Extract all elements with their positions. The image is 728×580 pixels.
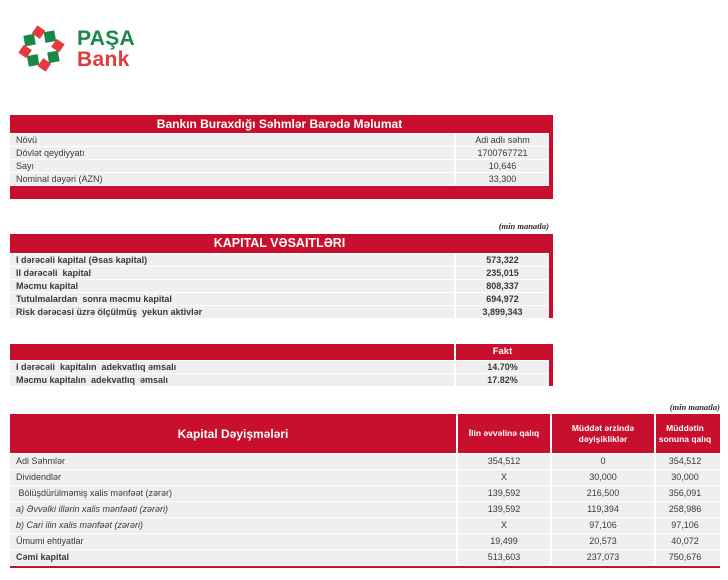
- units-note: (min manatla): [669, 402, 720, 412]
- shares-table: [10, 115, 553, 199]
- cell-closing: 30,000: [654, 470, 714, 485]
- row-value: 694,972: [454, 293, 549, 305]
- row-value: 3,899,343: [454, 306, 549, 318]
- cell-opening: 139,592: [456, 486, 550, 501]
- units-note: (min manatla): [498, 221, 549, 231]
- table-row: [10, 280, 549, 292]
- table-row: [10, 306, 549, 318]
- row-label: I dərəcəli kapitalın adekvatlıq əmsalı: [16, 362, 177, 372]
- row-label: Dövlət qeydiyyatı: [16, 148, 85, 158]
- capital-table-title: KAPITAL VƏSAITLƏRI: [10, 234, 549, 253]
- logo-wordmark: [77, 28, 135, 70]
- table-row: [10, 454, 720, 469]
- cell-opening: X: [456, 470, 550, 485]
- table-row: [10, 361, 549, 373]
- row-label: Məcmu kapitalın adekvatlıq əmsalı: [16, 375, 169, 385]
- logo-word-bank: Bank: [77, 47, 130, 71]
- cell-opening: X: [456, 518, 550, 533]
- row-label: Növü: [16, 135, 38, 145]
- row-value: 17.82%: [454, 374, 549, 386]
- column-header-period-changes: Müddət ərzində dəyişikliklər: [550, 414, 654, 453]
- table-row-total: [10, 550, 720, 565]
- row-value: 1700767721: [454, 147, 549, 159]
- cell-closing: 356,091: [654, 486, 714, 501]
- row-value: 808,337: [454, 280, 549, 292]
- row-label: Nominal dəyəri (AZN): [16, 174, 103, 184]
- cell-opening: 19,499: [456, 534, 550, 549]
- row-label: Sayı: [16, 161, 35, 171]
- capital-table: [10, 234, 553, 318]
- capital-changes-title: Kapital Dəyişmələri: [177, 426, 289, 441]
- row-label: II dərəcəli kapital: [16, 268, 92, 278]
- capital-changes-header: [10, 414, 720, 453]
- cell-closing: 258,986: [654, 502, 714, 517]
- cell-closing: 40,072: [654, 534, 714, 549]
- cell-changes: 20,573: [550, 534, 654, 549]
- row-label: b) Cari ilin xalis mənfəət (zərəri): [16, 520, 144, 530]
- cell-changes: 97,106: [550, 518, 654, 533]
- table-row: [10, 134, 549, 146]
- table-row: [10, 147, 549, 159]
- shares-table-title: Bankın Buraxdığı Səhmlər Barədə Məlumat: [10, 115, 549, 133]
- pasha-bank-logo: [17, 24, 135, 73]
- cell-closing: 354,512: [654, 454, 714, 469]
- table-row: [10, 267, 549, 279]
- table-row: [10, 374, 549, 386]
- adequacy-table: [10, 344, 553, 386]
- row-label: Məcmu kapital: [16, 281, 79, 291]
- column-header-closing-balance: Müddətin sonuna qalıq: [654, 414, 714, 453]
- column-header-fakt: Fakt: [454, 344, 549, 360]
- pasha-bank-logo-icon: [17, 24, 66, 73]
- table-footer-bar: [10, 186, 549, 199]
- cell-changes: 0: [550, 454, 654, 469]
- row-label: Cəmi kapital: [16, 552, 70, 562]
- cell-changes: 237,073: [550, 550, 654, 565]
- row-label: Bölüşdürülməmiş xalis mənfəət (zərər): [16, 488, 173, 498]
- cell-opening: 513,603: [456, 550, 550, 565]
- table-row: [10, 486, 720, 501]
- table-row: [10, 470, 720, 485]
- table-row: [10, 293, 549, 305]
- table-row: [10, 160, 549, 172]
- cell-opening: 354,512: [456, 454, 550, 469]
- row-label: a) Əvvəlki illərin xalis mənfəəti (zərəri): [16, 504, 169, 514]
- cell-closing: 750,676: [654, 550, 714, 565]
- cell-changes: 216,500: [550, 486, 654, 501]
- row-label: Adi Səhmlər: [16, 456, 66, 466]
- row-value: Adi adlı səhm: [454, 134, 549, 146]
- cell-closing: 97,106: [654, 518, 714, 533]
- cell-opening: 139,592: [456, 502, 550, 517]
- adequacy-table-header: [10, 344, 549, 360]
- row-value: 235,015: [454, 267, 549, 279]
- table-row: [10, 518, 720, 533]
- row-value: 573,322: [454, 254, 549, 266]
- row-label: Dividendlər: [16, 472, 62, 482]
- row-value: 14.70%: [454, 361, 549, 373]
- row-label: Ümumi ehtiyatlar: [16, 536, 84, 546]
- cell-changes: 30,000: [550, 470, 654, 485]
- row-label: Risk dərəcəsi üzrə ölçülmüş yekun aktivlər: [16, 307, 203, 317]
- table-row: [10, 254, 549, 266]
- table-bottom-border: [10, 566, 720, 568]
- header-spacer: [10, 344, 454, 360]
- row-label: Tutulmalardan sonra məcmu kapital: [16, 294, 172, 304]
- table-row: [10, 534, 720, 549]
- capital-changes-table: [10, 414, 720, 568]
- table-row: [10, 502, 720, 517]
- cell-changes: 119,394: [550, 502, 654, 517]
- logo-word-pasa: PAŞA: [77, 26, 135, 50]
- column-header-opening-balance: İlin əvvəlinə qalıq: [456, 414, 550, 453]
- row-value: 10,646: [454, 160, 549, 172]
- table-row: [10, 173, 549, 185]
- row-label: I dərəcəli kapital (Əsas kapital): [16, 255, 148, 265]
- row-value: 33,300: [454, 173, 549, 185]
